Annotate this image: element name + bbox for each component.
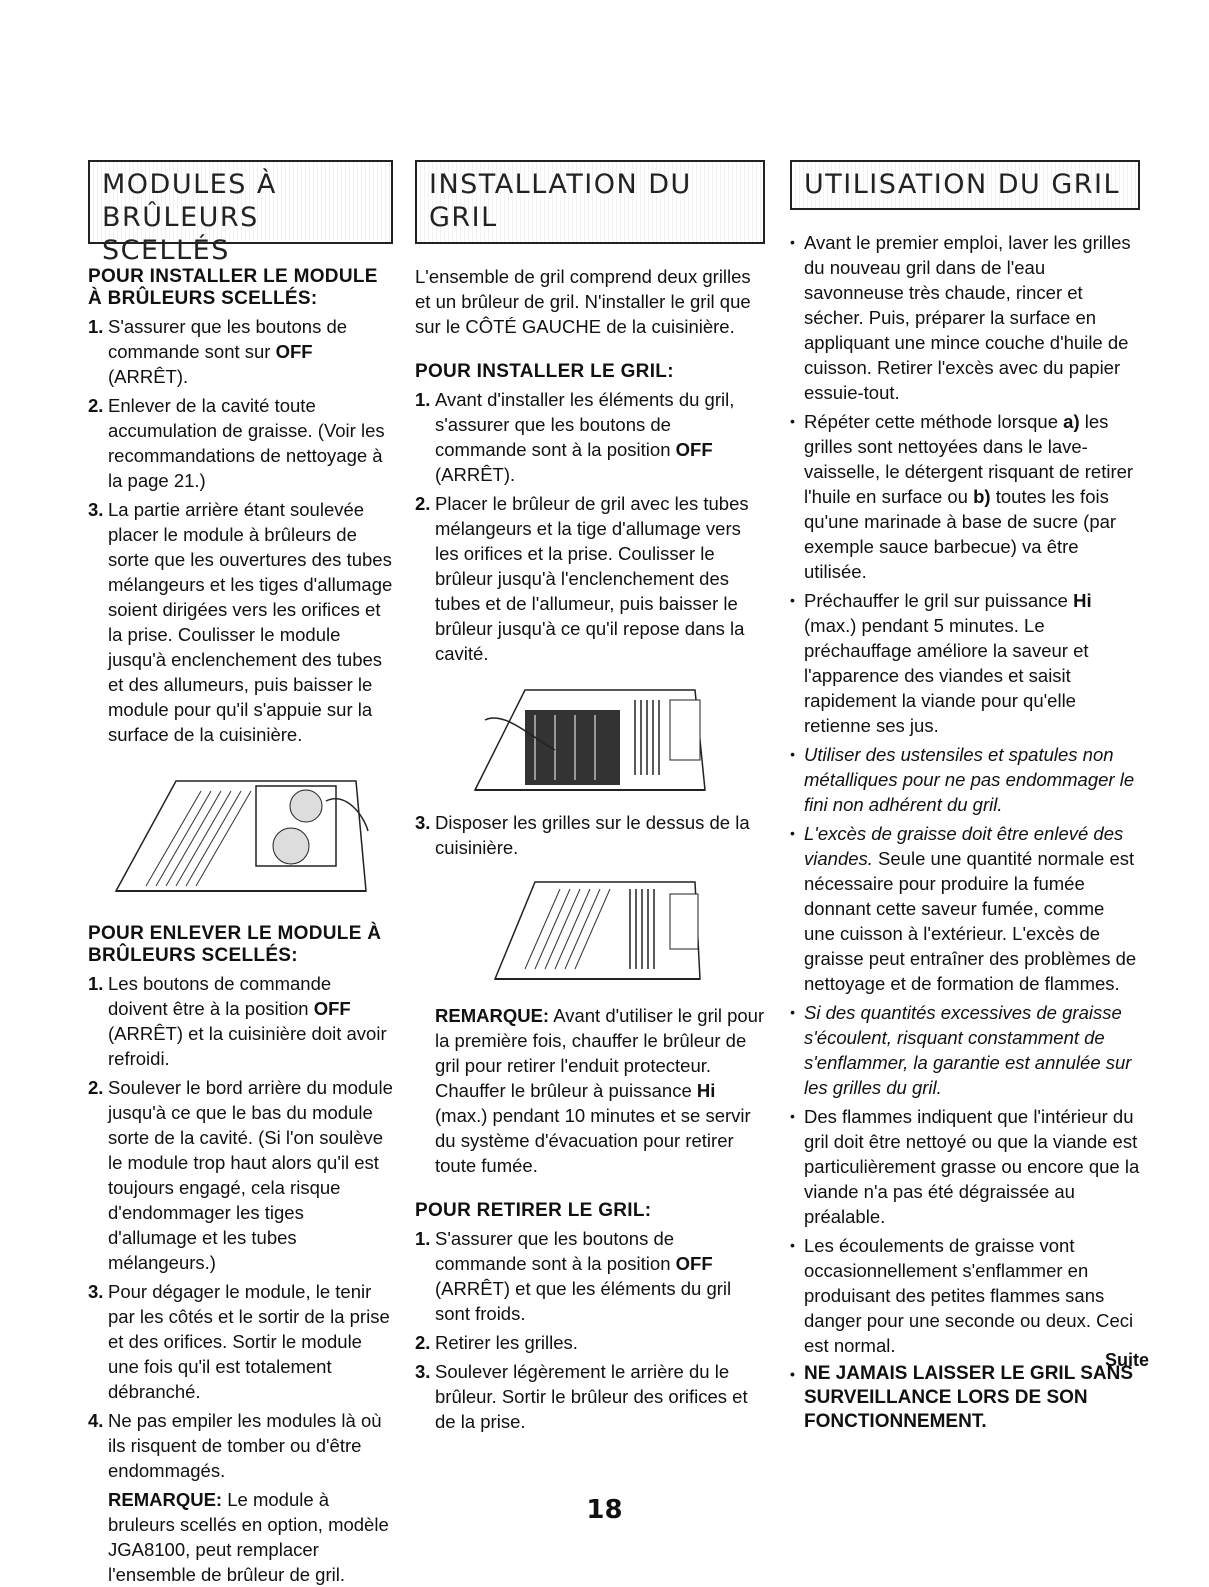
bullet-text: toutes les fois qu'une marinade à base de sucre (par exemple sauce barbecue) va être utilisée.: [804, 486, 1117, 582]
step-number: 2.: [415, 1332, 431, 1353]
note-text: Le module à bruleurs scellés en option, modèle JGA8100, peut remplacer l'ensemble de brûleur de gril.: [108, 1489, 389, 1585]
step-text: Soulever le bord arrière du module jusqu'à ce que le bas du module sorte de la cavité. (Si l'on soulève le module trop haut alors qu'il est toujours engagé, cela risque d'endommager les tiges d'allumage et les tubes mélangeurs.): [108, 1077, 393, 1273]
bullet-text: (max.) pendant 5 minutes. Le préchauffage améliore la saveur et l'apparence des viandes et saisit rapidement la viande pour qu'elle retienne ses jus.: [804, 615, 1089, 736]
section-heading-box: [415, 160, 765, 244]
note-grill: [435, 1003, 765, 1178]
intro-paragraph: L'ensemble de gril comprend deux grilles et un brûleur de gril. N'installer le gril que sur le CÔTÉ GAUCHE de la cuisinière.: [415, 266, 751, 337]
list-item: • Utiliser des ustensiles et spatules non métalliques pour ne pas endommager le fini non adhérent du gril.: [790, 742, 1140, 817]
list-item: [790, 821, 1140, 996]
note-label: REMARQUE:: [435, 1005, 550, 1026]
step-number: 1.: [88, 316, 104, 337]
step-text: S'assurer que les boutons de commande sont à la position: [435, 1228, 676, 1274]
list-item: • Des flammes indiquent que l'intérieur du gril doit être nettoyé ou que la viande est particulièrement grasse ou encore que la viande n'a pas été dégraissée au préalable.: [790, 1104, 1140, 1229]
bullet-text: Préchauffer le gril sur puissance: [804, 590, 1074, 611]
section-heading-box: [790, 160, 1140, 210]
heading-line-2: BRÛLEURS SCELLÉS: [102, 202, 259, 266]
step-text: (ARRÊT) et la cuisinière doit avoir refroidi.: [108, 1023, 387, 1069]
list-item: [415, 387, 765, 487]
list-item: [415, 1226, 765, 1326]
step-number: 1.: [415, 389, 431, 410]
bold-term: a): [1063, 411, 1080, 432]
install-grill-steps: [415, 387, 765, 666]
list-item: [88, 314, 393, 389]
step-text: Enlever de la cavité toute accumulation de graisse. (Voir les recommandations de nettoyage à la page 21.): [108, 395, 385, 491]
install-module-steps: [88, 314, 393, 747]
bold-term: Hi: [1073, 590, 1092, 611]
list-item: [88, 393, 393, 493]
note-text: (max.) pendant 10 minutes et se servir du système d'évacuation pour retirer toute fumée.: [435, 1105, 751, 1176]
list-item: [88, 971, 393, 1071]
bold-term: OFF: [675, 1253, 713, 1274]
step-text: Retirer les grilles.: [435, 1332, 578, 1353]
step-number: 2.: [88, 1077, 104, 1098]
bold-term: b): [973, 486, 991, 507]
step-text: (ARRÊT) et que les éléments du gril sont froids.: [435, 1278, 732, 1324]
step-number: 2.: [415, 493, 431, 514]
step-text: Pour dégager le module, le tenir par les côtés et le sortir de la prise et des orifices. Sortir le module une fois qu'il est totalement débranché.: [108, 1281, 390, 1402]
note-label: REMARQUE:: [108, 1489, 223, 1510]
list-item: [415, 491, 765, 666]
step-number: 1.: [88, 973, 104, 994]
install-grill-step-3: [415, 810, 765, 860]
list-item: [790, 409, 1140, 584]
list-item: [88, 1408, 393, 1483]
list-item: [415, 810, 765, 860]
column-grill-use: [790, 160, 1140, 1438]
bold-term: OFF: [275, 341, 313, 362]
list-item: [88, 1075, 393, 1275]
grill-burner-illustration: [465, 680, 715, 800]
heading-line-1: INSTALLATION DU: [429, 169, 692, 200]
remove-module-steps: [88, 971, 393, 1483]
list-item: [790, 588, 1140, 738]
step-number: 4.: [88, 1410, 104, 1431]
bold-term: OFF: [313, 998, 351, 1019]
list-item: • Avant le premier emploi, laver les grilles du nouveau gril dans de l'eau savonneuse très chaude, rincer et sécher. Puis, préparer la surface en appliquant une mince couche d'huile de cuisson. Retirer l'excès avec du papier essuie-tout.: [790, 230, 1140, 405]
column-sealed-burner-modules: [88, 160, 393, 1587]
list-item: • Les écoulements de graisse vont occasionnellement s'enflammer en produisant des petites flammes sans danger pour une seconde ou deux. Ceci est normal.: [790, 1233, 1140, 1358]
bullet-text: Répéter cette méthode lorsque: [804, 411, 1064, 432]
bullet-text: les grilles sont nettoyées dans le lave-vaisselle, le détergent risquant de retirer l'huile en surface ou: [804, 411, 1134, 507]
page-number: 18: [586, 1495, 623, 1525]
step-number: 3.: [88, 1281, 104, 1302]
step-number: 2.: [88, 395, 104, 416]
step-number: 1.: [415, 1228, 431, 1249]
list-item: [415, 1330, 765, 1355]
subheading-install-grill: POUR INSTALLER LE GRIL:: [415, 361, 674, 382]
bold-term: Hi: [696, 1080, 716, 1101]
bullet-text: Seule une quantité normale est nécessaire pour produire la fumée donnant cette saveur fumée, comme une cuisson à l'extérieur. L'excès de graisse peut entraîner des problèmes de nettoyage et de formation de flammes.: [804, 848, 1137, 994]
heading-line-1: UTILISATION DU GRIL: [804, 169, 1121, 200]
sealed-burner-module-illustration: [106, 761, 376, 901]
list-item: • Si des quantités excessives de graisse s'écoulent, risquant constamment de s'enflammer, la garantie est annulée sur les grilles du gril.: [790, 1000, 1140, 1100]
subheading-remove-module: POUR ENLEVER LE MODULE À BRÛLEURS SCELLÉS:: [88, 923, 382, 966]
list-item: [88, 497, 393, 747]
subheading-install-module: POUR INSTALLER LE MODULE À BRÛLEURS SCELLÉS:: [88, 266, 378, 309]
heading-line-1: MODULES À: [102, 169, 277, 200]
step-text: (ARRÊT).: [108, 366, 189, 387]
bold-term: OFF: [675, 439, 713, 460]
step-number: 3.: [88, 499, 104, 520]
heading-line-2: GRIL: [429, 202, 498, 233]
step-text: Soulever légèrement le arrière du le brûleur. Sortir le brûleur des orifices et de la prise.: [435, 1361, 748, 1432]
step-text: S'assurer que les boutons de commande sont sur: [108, 316, 348, 362]
subheading-remove-grill: POUR RETIRER LE GRIL:: [415, 1200, 652, 1221]
warning-item: • NE JAMAIS LAISSER LE GRIL SANS SURVEILLANCE LORS DE SON FONCTIONNEMENT.: [790, 1362, 1140, 1434]
list-item: [415, 1359, 765, 1434]
continued-label: Suite: [1104, 1350, 1149, 1370]
step-text: Les boutons de commande doivent être à la position: [108, 973, 332, 1019]
column-grill-installation: [415, 160, 765, 1438]
section-heading-box: [88, 160, 393, 266]
step-number: 3.: [415, 1361, 431, 1382]
note-text: Avant d'utiliser le gril pour la première fois, chauffer le brûleur de gril pour retirer l'enduit protecteur. Chauffer le brûleur à puissance: [435, 1005, 765, 1101]
step-text: Placer le brûleur de gril avec les tubes mélangeurs et la tige d'allumage vers les orifices et la prise. Coulisser le brûleur jusqu'à l'enclenchement des tubes et de l'allumeur, puis baisser le brûleur jusqu'à ce qu'il repose dans la cavité.: [435, 493, 749, 664]
step-text: Avant d'installer les éléments du gril, s'assurer que les boutons de commande sont à la position: [435, 389, 735, 460]
grill-grates-illustration: [465, 874, 715, 989]
italic-text: L'excès de graisse doit être enlevé des viandes.: [804, 823, 1124, 869]
step-text: Ne pas empiler les modules là où ils risquent de tomber ou d'être endommagés.: [108, 1410, 382, 1481]
remove-grill-steps: [415, 1226, 765, 1434]
step-number: 3.: [415, 812, 431, 833]
grill-use-bullets: [790, 230, 1140, 1434]
step-text: Disposer les grilles sur le dessus de la cuisinière.: [435, 812, 750, 858]
step-text: (ARRÊT).: [435, 464, 516, 485]
step-text: La partie arrière étant soulevée placer le module à brûleurs de sorte que les ouvertures des tubes mélangeurs et les tiges d'allumage soient dirigées vers les orifices et la prise. Coulisser le module jusqu'à enclenchement des tubes et des allumeurs, puis baisser le module pour qu'il s'appuie sur la surface de la cuisinière.: [108, 499, 393, 745]
list-item: [88, 1279, 393, 1404]
